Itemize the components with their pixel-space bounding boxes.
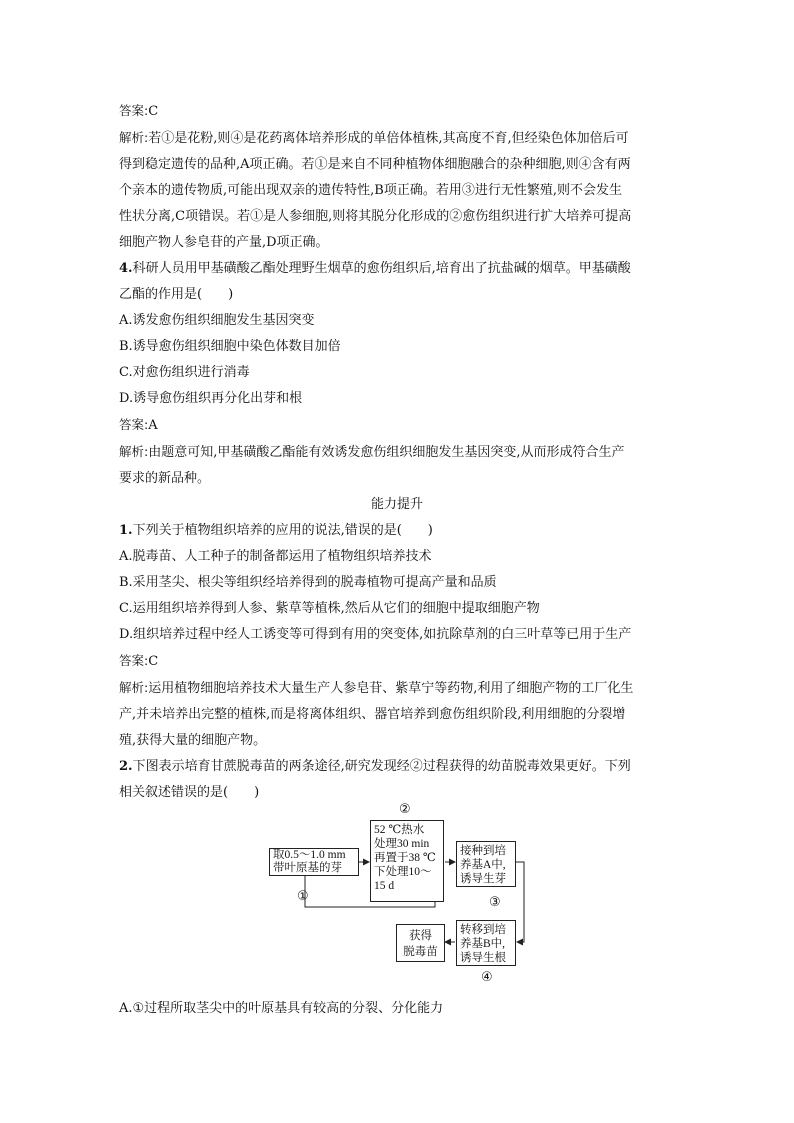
- explanation-line: 解析:由题意可知,甲基磺酸乙酯能有效诱发愈伤组织细胞发生基因突变,从而形成符合生产: [119, 444, 625, 460]
- option-c: C.对愈伤组织进行消毒: [119, 365, 250, 380]
- flow-diagram: [265, 804, 535, 989]
- explanation-line: 产,并未培养出完整的植株,而是将离体组织、器官培养到愈伤组织阶段,利用细胞的分裂增: [119, 707, 626, 722]
- option-a: A.脱毒苗、人工种子的制备都运用了植物组织培养技术: [119, 549, 432, 564]
- explanation-line: 性状分离,C项错误。若①是人参细胞,则将其脱分化形成的②愈伤组织进行扩大培养可提高: [119, 209, 632, 224]
- box-medium-b: 转移到培 养基B中, 诱导生根: [456, 920, 516, 966]
- step-3-label: ③: [489, 895, 501, 910]
- option-a: A.①过程所取茎尖中的叶原基具有较高的分裂、分化能力: [119, 1001, 444, 1016]
- answer-line-q3: [119, 98, 675, 125]
- arrow-a-to-b: [515, 862, 524, 942]
- answer-label: 答案:: [119, 417, 149, 432]
- question-1-stem: 1.下列关于植物组织培养的应用的说法,错误的是( ): [119, 523, 433, 538]
- question-2-stem: 2.下图表示培育甘蔗脱毒苗的两条途径,研究发现经②过程获得的幼苗脱毒效果更好。下列: [119, 759, 631, 774]
- explanation-label: 解析:: [119, 680, 149, 695]
- explanation-label: 解析:: [119, 130, 149, 145]
- explanation-line: 个亲本的遗传物质,可能出现双亲的遗传特性,B项正确。若用③进行无性繁殖,则不会发生: [119, 183, 622, 198]
- step-1-label: ①: [297, 889, 309, 904]
- box-heat-treatment: 52 ℃热水 处理30 min 再置于38 ℃ 下处理10～ 15 d: [370, 820, 444, 902]
- answer-label: 答案:: [119, 653, 149, 668]
- question-4-stem: 4.科研人员用甲基磺酸乙酯处理野生烟草的愈伤组织后,培育出了抗盐碱的烟草。甲基磺酸: [119, 261, 631, 276]
- document-body: [119, 98, 675, 806]
- step-2-label: ②: [399, 802, 411, 817]
- explanation-line: 要求的新品种。: [119, 471, 211, 486]
- question-number: 2.: [119, 759, 133, 774]
- section-title: 能力提升: [370, 497, 423, 512]
- answer-label: 答案:: [119, 103, 149, 118]
- explanation-line: 解析:运用植物细胞培养技术大量生产人参皂苷、紫草宁等药物,利用了细胞产物的工厂化生: [119, 680, 634, 696]
- box-medium-a: 接种到培 养基A中, 诱导生芽: [456, 841, 516, 887]
- answer-value: C: [148, 104, 159, 119]
- answer-line-q4: [119, 412, 675, 439]
- question-number: 4.: [119, 261, 133, 276]
- option-b: B.诱导愈伤组织细胞中染色体数目加倍: [119, 339, 341, 354]
- answer-value: A: [148, 418, 158, 433]
- option-b: B.采用茎尖、根尖等组织经培养得到的脱毒植物可提高产量和品质: [119, 575, 497, 590]
- option-d: D.诱导愈伤组织再分化出芽和根: [119, 391, 303, 406]
- explanation-line: 解析:若①是花粉,则④是花药离体培养形成的单倍体植株,其高度不育,但经染色体加倍后可: [119, 130, 629, 146]
- question-4-stem-cont: 乙酯的作用是( ): [119, 287, 234, 302]
- explanation-label: 解析:: [119, 444, 149, 459]
- answer-line-p1: [119, 648, 675, 675]
- explanation-line: 得到稳定遗传的品种,A项正确。若①是来自不同种植物体细胞融合的杂种细胞,则④含有两: [119, 157, 631, 172]
- answer-value: C: [148, 654, 159, 669]
- step-4-label: ④: [481, 970, 493, 985]
- option-a: A.诱发愈伤组织细胞发生基因突变: [119, 313, 315, 328]
- question-2-stem-cont: 相关叙述错误的是( ): [119, 785, 260, 800]
- option-c: C.运用组织培养得到人参、紫草等植株,然后从它们的细胞中提取细胞产物: [119, 601, 540, 616]
- box-start: 取0.5～1.0 mm 带叶原基的芽: [269, 848, 359, 876]
- box-result: 获得 脱毒苗: [396, 924, 445, 962]
- question-number: 1.: [119, 523, 133, 538]
- explanation-line: 细胞产物人参皂苷的产量,D项正确。: [119, 235, 329, 250]
- option-d: D.组织培养过程中经人工诱变等可得到有用的突变体,如抗除草剂的白三叶草等已用于生产: [119, 627, 632, 642]
- explanation-line: 殖,获得大量的细胞产物。: [119, 733, 267, 748]
